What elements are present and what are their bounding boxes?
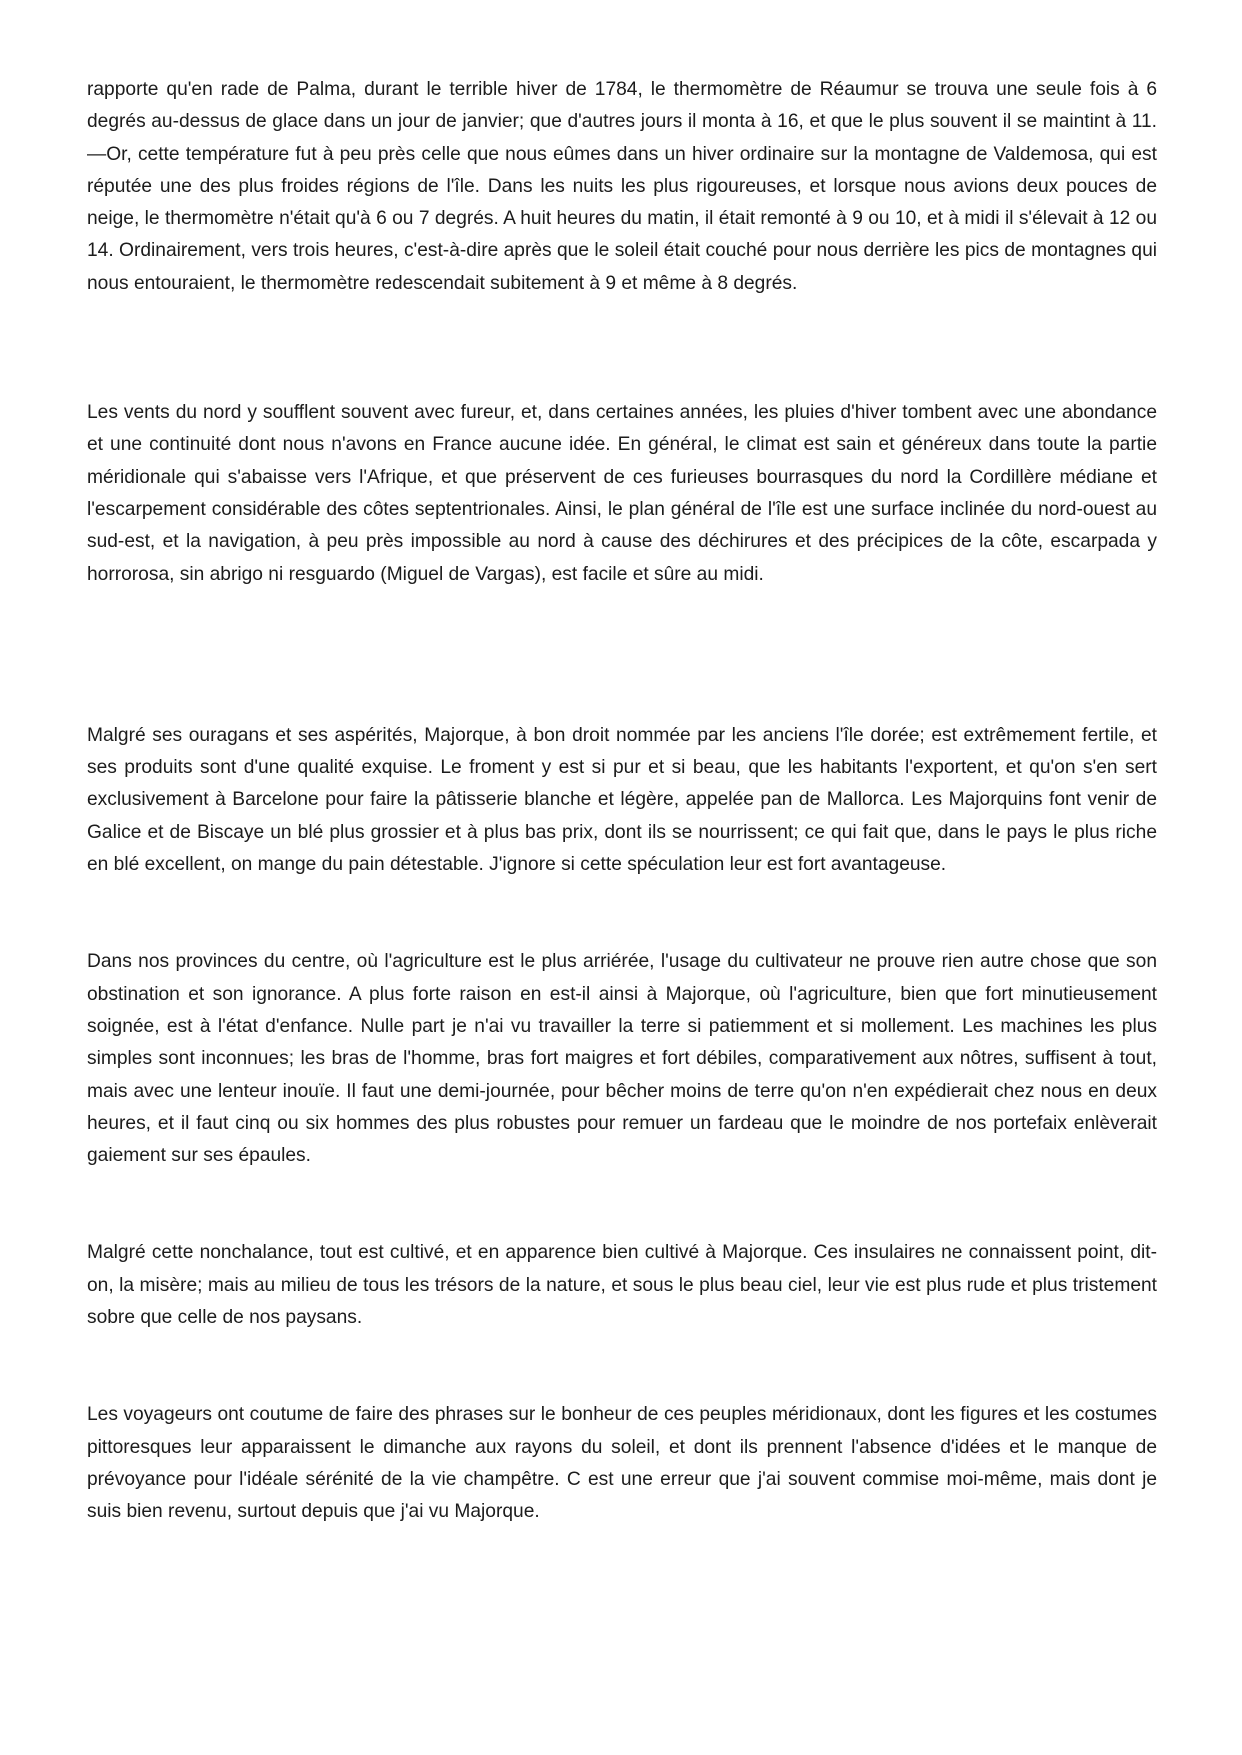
paragraph-thermometer: rapporte qu'en rade de Palma, durant le terrible hiver de 1784, le thermomètre de Réaumur se trouva une seule fois à 6 degrés au-dessus de glace dans un jour de janvier; que d'autres jours il monta à 16, et que le plus souvent il se maintint à 11.—Or, cette température fut à peu près celle que nous eûmes dans un hiver ordinaire sur la montagne de Valdemosa, qui est réputée une des plus froides régions de l'île. Dans les nuits les plus rigoureuses, et lorsque nous avions deux pouces de neige, le thermomètre n'était qu'à 6 ou 7 degrés. A huit heures du matin, il était remonté à 9 ou 10, et à midi il s'élevait à 12 ou 14. Ordinairement, vers trois heures, c'est-à-dire après que le soleil était couché pour nous derrière les pics de montagnes qui nous entouraient, le thermomètre redescendait subitement à 9 et même à 8 degrés. — [87, 79, 1157, 294]
paragraph-winds: Les vents du nord y soufflent souvent avec fureur, et, dans certaines années, les pluies d'hiver tombent avec une abondance et une continuité dont nous n'avons en France aucune idée. En général, le climat est sain et généreux dans toute la partie méridionale qui s'abaisse vers l'Afrique, et que préservent de ces furieuses bourrasques du nord la Cordillère médiane et l'escarpement considérable des côtes septentrionales. Ainsi, le plan général de l'île est une surface inclinée du nord-ouest au sud-est, et la navigation, à peu près impossible au nord à cause des déchirures et des précipices de la côte, escarpada y horrorosa, sin abrigo ni resguardo (Miguel de Vargas), est facile et sûre au midi. — [87, 402, 1157, 585]
paragraph-travellers: Les voyageurs ont coutume de faire des phrases sur le bonheur de ces peuples méridionaux, dont les figures et les costumes pittoresques leur apparaissent le dimanche aux rayons du soleil, et dont ils prennent l'absence d'idées et le manque de prévoyance pour l'idéale sérénité de la vie champêtre. C est une erreur que j'ai souvent commise moi-même, mais dont je suis bien revenu, surtout depuis que j'ai vu Majorque. — [87, 1404, 1157, 1523]
paragraph-nonchalance: Malgré cette nonchalance, tout est cultivé, et en apparence bien cultivé à Majorque. Ces insulaires ne connaissent point, dit-on, la misère; mais au milieu de tous les trésors de la nature, et sous le plus beau ciel, leur vie est plus rude et plus tristement sobre que celle de nos paysans. — [87, 1242, 1157, 1329]
document-page — [87, 74, 1157, 1529]
paragraph-agriculture: Dans nos provinces du centre, où l'agriculture est le plus arriérée, l'usage du cultivateur ne prouve rien autre chose que son obstination et son ignorance. A plus forte raison en est-il ainsi à Majorque, où l'agriculture, bien que fort minutieusement soignée, est à l'état d'enfance. Nulle part je n'ai vu travailler la terre si patiemment et si mollement. Les machines les plus simples sont inconnues; les bras de l'homme, bras fort maigres et fort débiles, comparativement aux nôtres, suffisent à tout, mais avec une lenteur inouïe. Il faut une demi-journée, pour bêcher moins de terre qu'on n'en expédierait chez nous en deux heures, et il faut cinq ou six hommes des plus robustes pour remuer un fardeau que le moindre de nos portefaix enlèverait gaiement sur ses épaules. — [87, 951, 1157, 1167]
paragraph-fertility: Malgré ses ouragans et ses aspérités, Majorque, à bon droit nommée par les anciens l'île dorée; est extrêmement fertile, et ses produits sont d'une qualité exquise. Le froment y est si pur et si beau, que les habitants l'exportent, et qu'on s'en sert exclusivement à Barcelone pour faire la pâtisserie blanche et légère, appelée pan de Mallorca. Les Majorquins font venir de Galice et de Biscaye un blé plus grossier et à plus bas prix, dont ils se nourrissent; ce qui fait que, dans le pays le plus riche en blé excellent, on mange du pain détestable. J'ignore si cette spéculation leur est fort avantageuse. — [87, 724, 1157, 876]
